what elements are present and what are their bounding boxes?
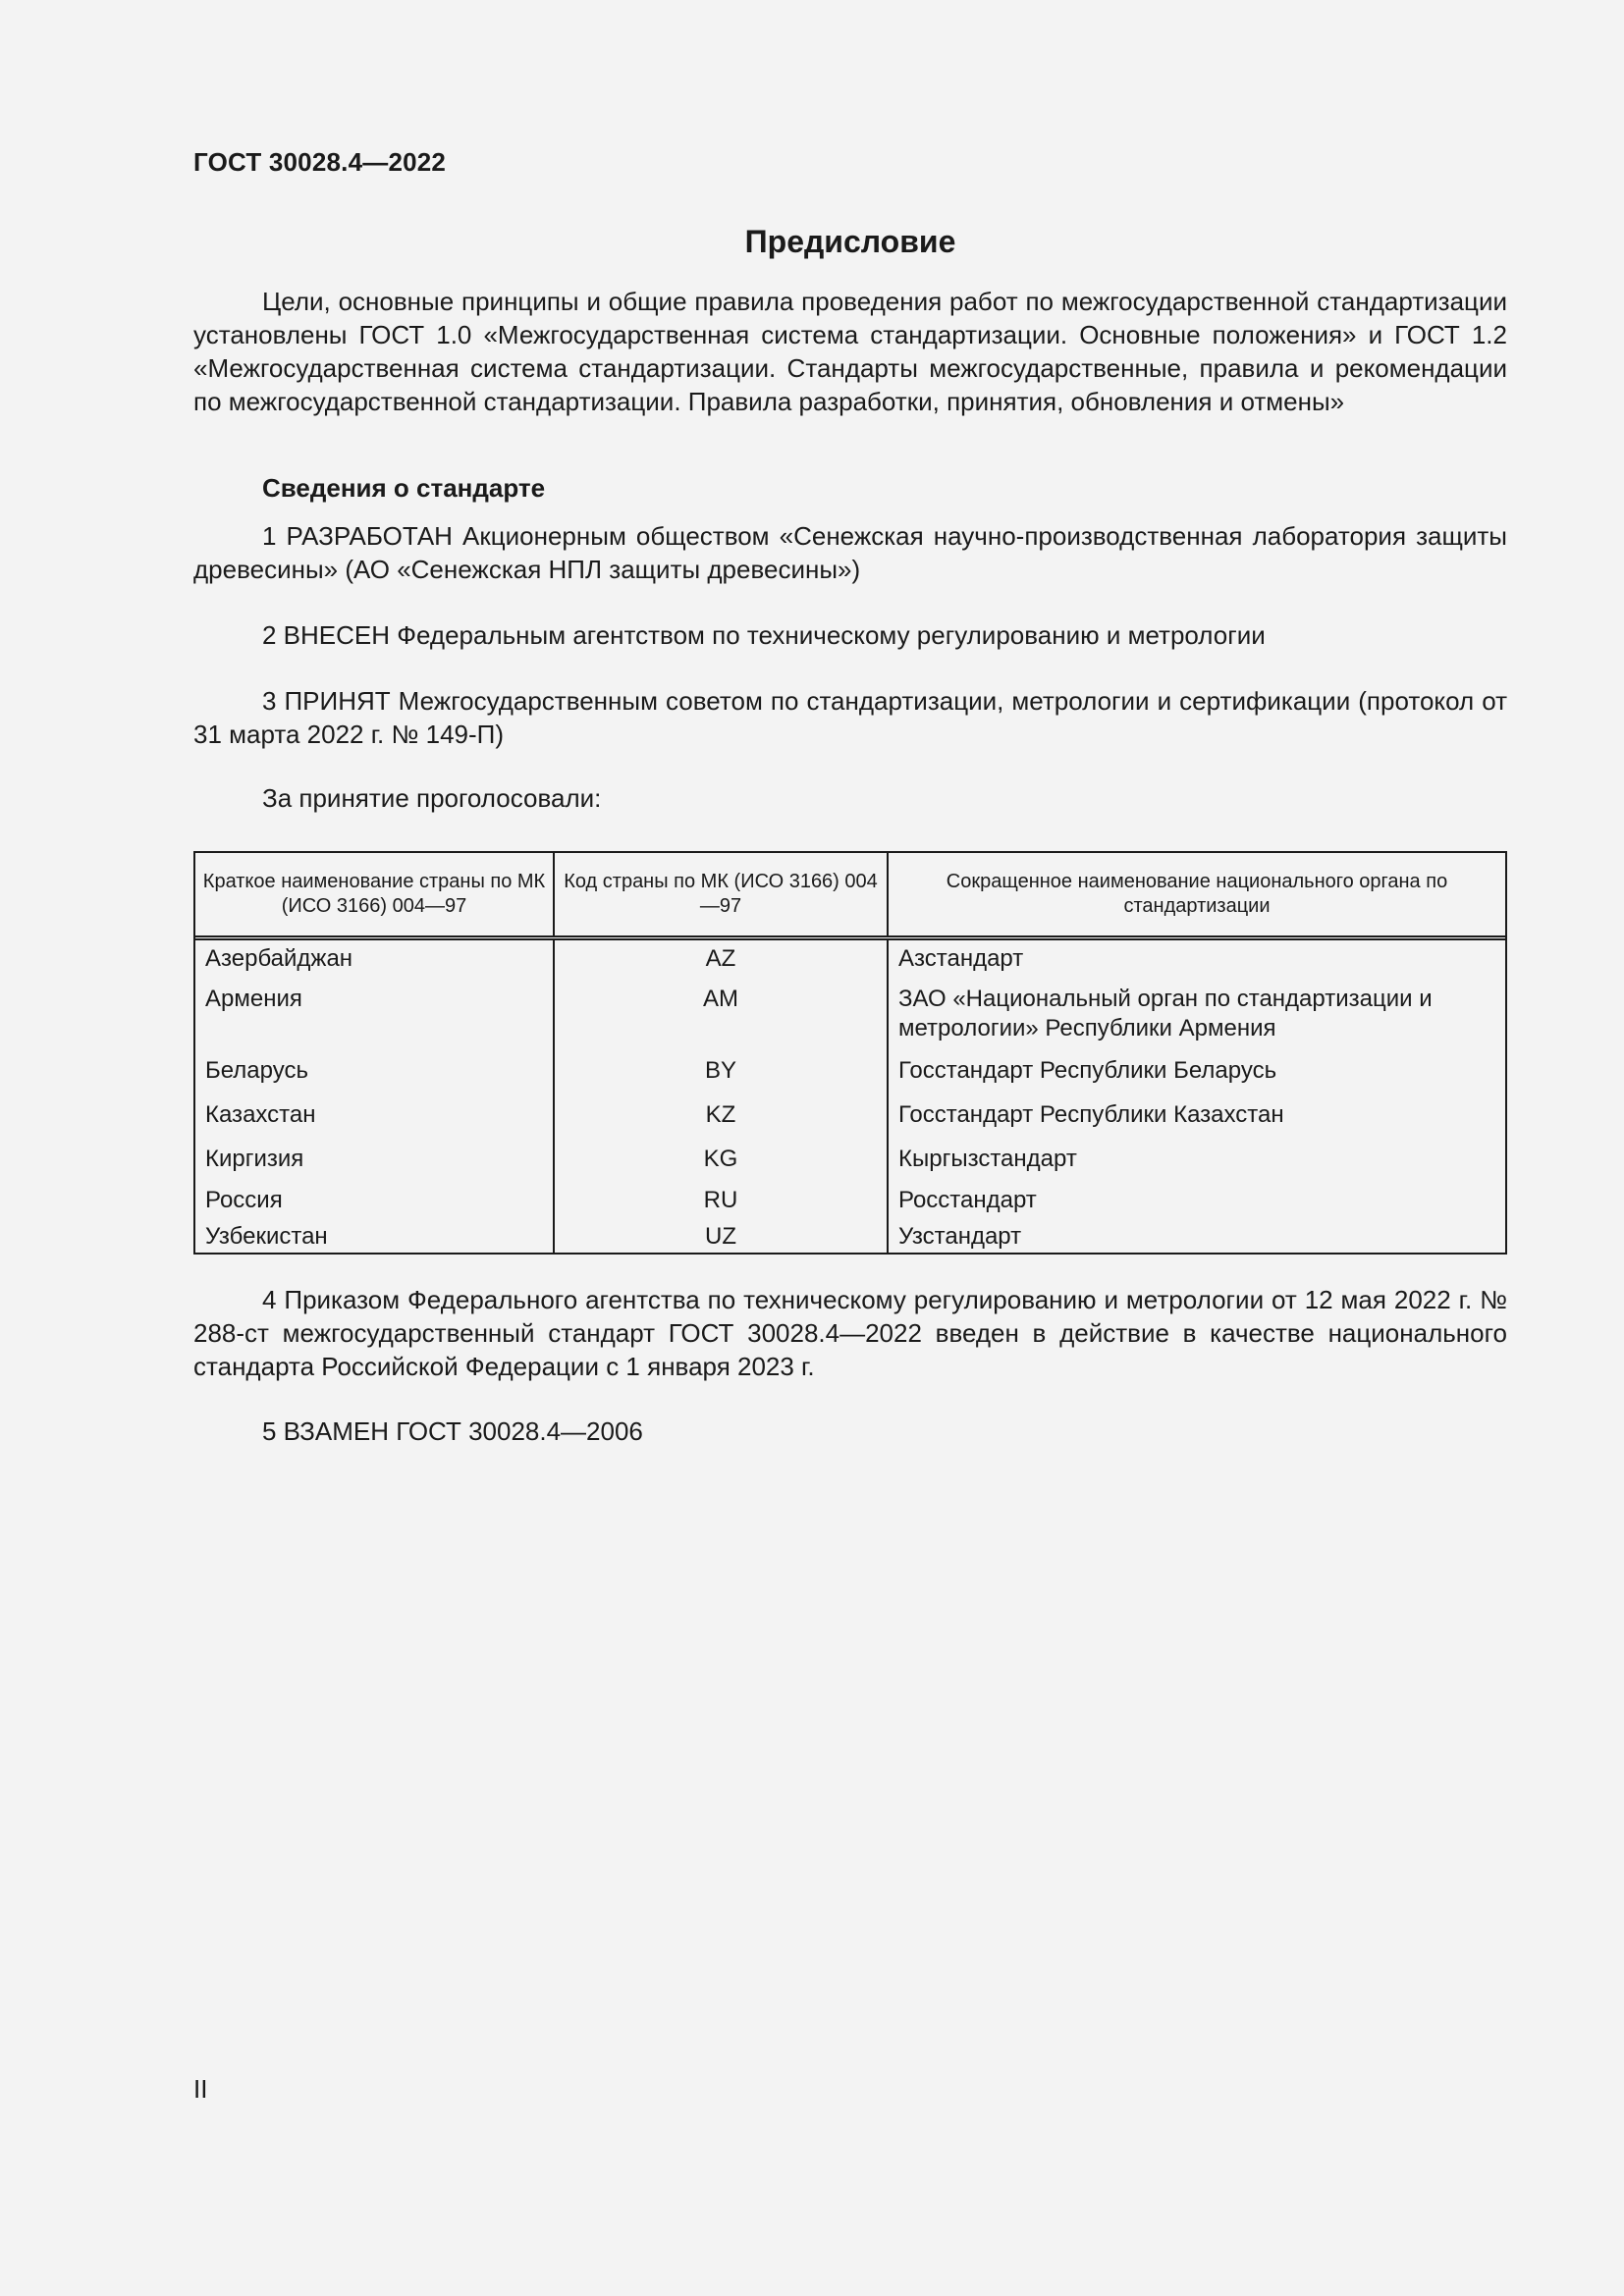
page-title: Предисловие [744, 224, 956, 259]
item-4-order: 4 Приказом Федерального агентства по техническому регулированию и метрологии от 12 мая 2022 г. № 288-ст межгосударственный стандарт ГОСТ 30028.4—2022 введен в действие в качестве национального стандарта Российской Федерации с 1 января 2023 г. [193, 1285, 1507, 1381]
country-code: BY [554, 1056, 888, 1096]
table-row [195, 1056, 1505, 1096]
country-code: KZ [554, 1096, 888, 1141]
country-name: Узбекистан [195, 1216, 554, 1253]
table-row [195, 938, 1505, 986]
intro-paragraph: Цели, основные принципы и общие правила проведения работ по межгосударственной стандартизации установлены ГОСТ 1.0 «Межгосударственная система стандартизации. Основные положения» и ГОСТ 1.2 «Межгосударственная система стандартизации. Стандарты межгосударственные, правила и рекомендации по межгосударственной стандартизации. Правила разработки, принятия, обновления и отмены» [193, 287, 1507, 416]
country-name: Казахстан [195, 1096, 554, 1141]
item-5-replaces: 5 ВЗАМЕН ГОСТ 30028.4—2006 [262, 1416, 643, 1446]
item-1-developed: 1 РАЗРАБОТАН Акционерным обществом «Сенежская научно-производственная лаборатория защиты древесины» (АО «Сенежская НПЛ защиты древесины») [193, 521, 1507, 584]
national-body: Росстандарт [898, 1186, 1037, 1213]
country-code: AZ [554, 938, 888, 986]
country-name: Россия [195, 1186, 554, 1216]
document-code: ГОСТ 30028.4—2022 [193, 147, 447, 177]
country-name: Армения [195, 985, 554, 1055]
country-name: Киргизия [195, 1141, 554, 1185]
national-body: ЗАО «Национальный орган по стандартизации и метрологии» Республики Армения [898, 986, 1433, 1042]
table-row [195, 1186, 1505, 1216]
national-body: Госстандарт Республики Казахстан [898, 1101, 1284, 1129]
header-country-name: Краткое наименование страны по МК (ИСО 3166) 004—97 [195, 853, 554, 938]
country-name: Беларусь [195, 1056, 554, 1096]
country-code: UZ [554, 1216, 888, 1253]
section-subheading: Сведения о стандарте [262, 473, 546, 503]
table-row [195, 1096, 1505, 1141]
table-row [195, 1216, 1505, 1253]
table-row [195, 1141, 1505, 1185]
table-row [195, 985, 1505, 1055]
header-national-body: Сокращенное наименование национального органа по стандартизации [888, 853, 1505, 938]
national-body: Госстандарт Республики Беларусь [898, 1056, 1277, 1084]
item-2-introduced: 2 ВНЕСЕН Федеральным агентством по техническому регулированию и метрологии [262, 620, 1266, 650]
country-name: Азербайджан [195, 938, 554, 986]
country-code: KG [554, 1141, 888, 1185]
national-body: Азстандарт [898, 945, 1024, 972]
country-code: RU [554, 1186, 888, 1216]
national-body: Кыргызстандарт [898, 1146, 1077, 1173]
national-body: Узстандарт [898, 1222, 1022, 1250]
item-3-adopted: 3 ПРИНЯТ Межгосударственным советом по стандартизации, метрологии и сертификации (протокол от 31 марта 2022 г. № 149-П) [193, 686, 1507, 749]
header-country-code: Код страны по МК (ИСО 3166) 004—97 [554, 853, 888, 938]
vote-label: За принятие проголосовали: [262, 783, 602, 813]
table-header-row [195, 853, 1505, 938]
country-code: AM [554, 985, 888, 1055]
page-number: II [193, 2074, 208, 2104]
voting-countries-table [193, 851, 1507, 1255]
